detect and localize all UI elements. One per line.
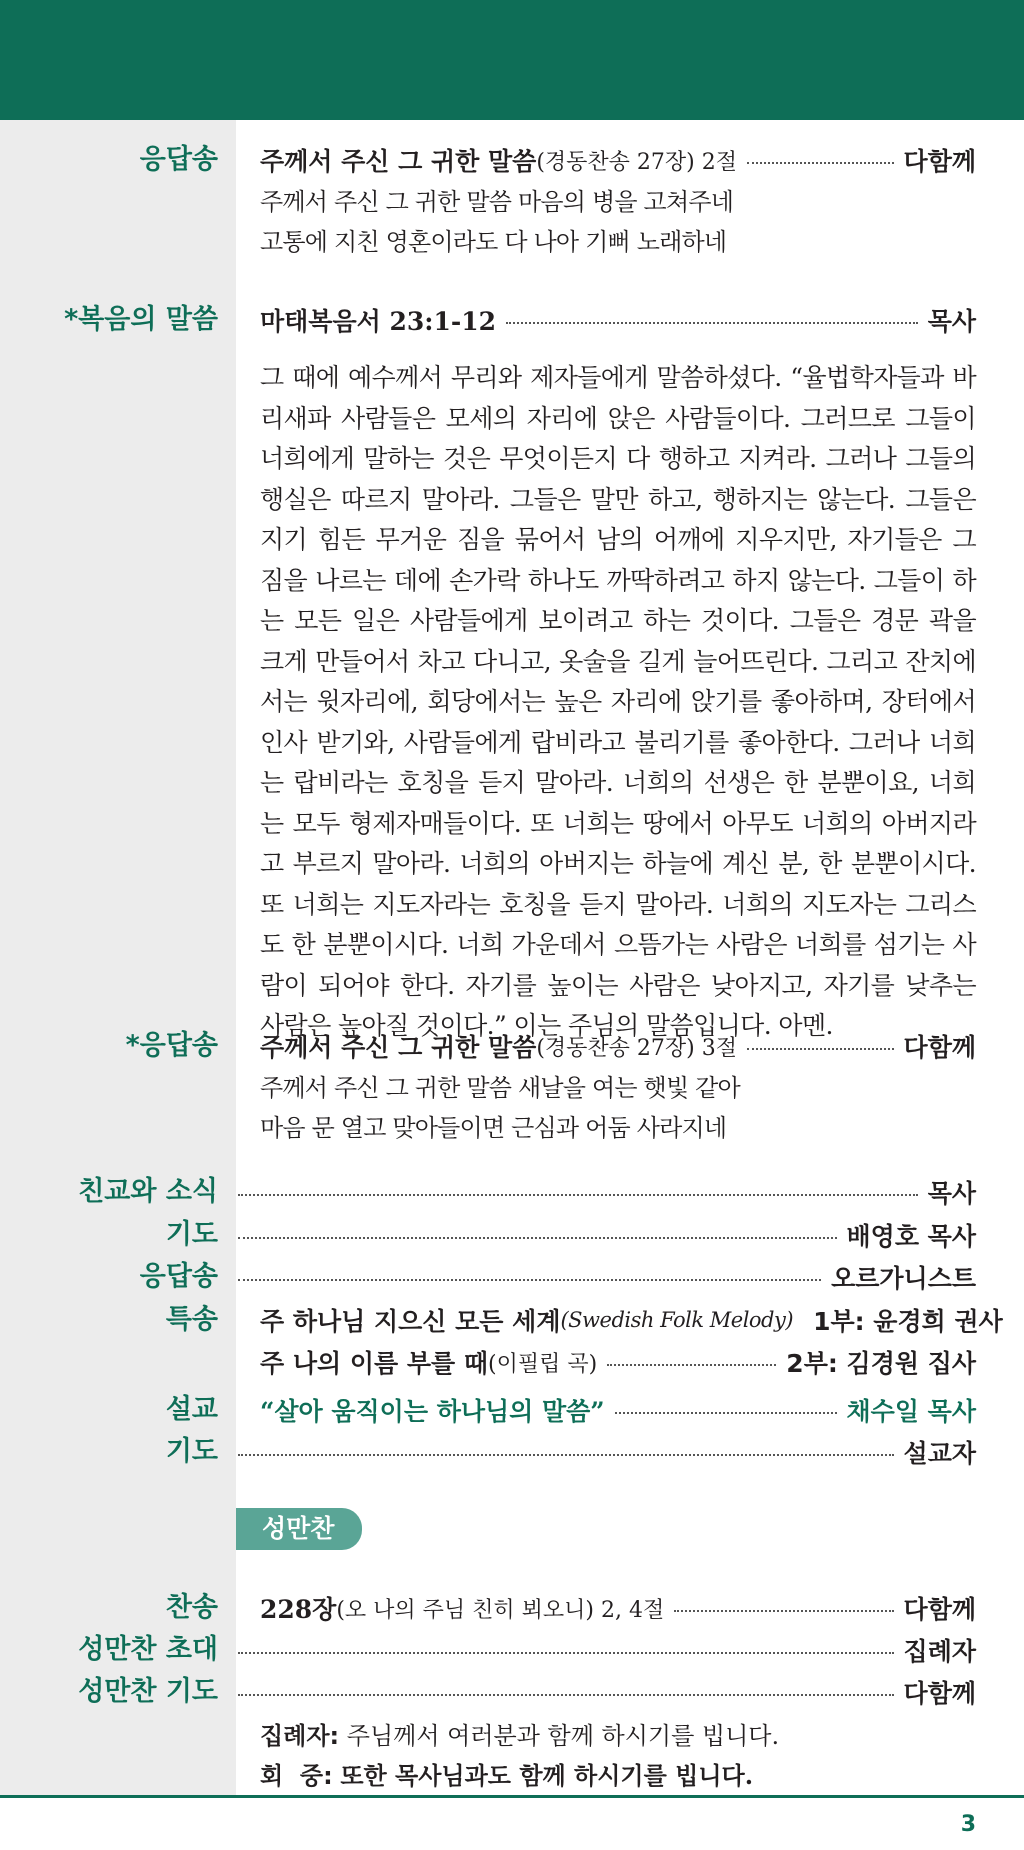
communion-prayer-row	[236, 1672, 976, 1712]
hymn1-lyric-1: 주께서 주신 그 귀한 말씀 마음의 병을 고쳐주네	[260, 188, 734, 216]
hymn1-ref: (경동찬송 27장) 2절	[536, 149, 737, 175]
dialog-speaker: 집례자:	[260, 1722, 340, 1750]
prayer1-label: 기도	[165, 1219, 218, 1250]
hymn2-ref: (경동찬송 27장) 3절	[536, 1035, 737, 1061]
leader-dots	[674, 1610, 893, 1612]
fellowship-row	[236, 1172, 976, 1212]
prayer1-row	[236, 1215, 976, 1255]
communion-invitation-who: 집례자	[903, 1637, 976, 1666]
hymn2-label: *응답송	[125, 1030, 218, 1061]
communion-hymn-row	[260, 1588, 976, 1628]
hymn2-title: 주께서 주신 그 귀한 말씀	[260, 1033, 537, 1062]
dialog-text: 또한 목사님과도 함께 하시기를 빕니다.	[340, 1761, 754, 1790]
hymn2-lyric-1: 주께서 주신 그 귀한 말씀 새날을 여는 햇빛 같아	[260, 1074, 740, 1102]
leader-dots	[615, 1412, 837, 1414]
special-song2-who: 2부: 김경원 집사	[786, 1349, 976, 1378]
leader-dots	[238, 1237, 837, 1239]
gospel-row	[260, 300, 976, 340]
special-song1-title: 주 하나님 지으신 모든 세계	[260, 1307, 561, 1336]
leader-dots	[747, 1048, 894, 1050]
special-song1-who: 1부: 윤경희 권사	[813, 1307, 1003, 1336]
leader-dots	[238, 1652, 894, 1654]
header-band	[0, 0, 1024, 120]
dialog-line-leader	[260, 1716, 976, 1756]
leader-dots	[238, 1454, 894, 1456]
hymn1-label: 응답송	[139, 144, 218, 175]
fellowship-who: 목사	[927, 1179, 976, 1208]
hymn1-title: 주께서 주신 그 귀한 말씀	[260, 147, 537, 176]
communion-hymn-ref: (오 나의 주님 친히 뵈오니) 2, 4절	[336, 1597, 665, 1623]
special-song2-title: 주 나의 이름 부를 때	[260, 1349, 489, 1378]
response-who: 오르가니스트	[831, 1264, 976, 1293]
communion-prayer-label: 성만찬 기도	[78, 1676, 218, 1707]
leader-dots	[238, 1194, 918, 1196]
communion-invitation-label: 성만찬 초대	[78, 1634, 218, 1665]
hymn1-who: 다함께	[903, 147, 976, 176]
special-song2-ref: (이필립 곡)	[488, 1351, 598, 1377]
gospel-label: *복음의 말씀	[64, 304, 218, 335]
hymn2-row	[260, 1026, 976, 1066]
hymn1-row	[260, 140, 976, 180]
communion-hymn-who: 다함께	[903, 1595, 976, 1624]
special-label: 특송	[165, 1304, 218, 1335]
communion-prayer-who: 다함께	[903, 1679, 976, 1708]
communion-hymn-label: 찬송	[165, 1592, 218, 1623]
prayer2-row	[236, 1432, 976, 1472]
gospel-scripture-text: 그 때에 예수께서 무리와 제자들에게 말씀하셨다. “율법학자들과 바리새파 사람들은 모세의 자리에 앉은 사람들이다. 그러므로 그들이 너희에게 말하는 것은 무엇이든지 다 행하고 지켜라. 그러나 그들의 행실은 따르지 말아라. 그들은 말만 하고, 행하지는 않는다. 그들은 지기 힘든 무거운 짐을 묶어서 남의 어깨에 지우지만, 자기들은 그 짐을 나르는 데에 손가락 하나도 까딱하려고 하지 않는다. 그들이 하는 모든 일은 사람들에게 보이려고 하는 것이다. 그들은 경문 곽을 크게 만들어서 차고 다니고, 옷술을 길게 늘어뜨린다. 그리고 잔치에서는 윗자리에, 회당에서는 높은 자리에 앉기를 좋아하며, 장터에서 인사 받기와, 사람들에게 랍비라고 불리기를 좋아한다. 그러나 너희는 랍비라는 호칭을 듣지 말아라. 너희의 선생은 한 분뿐이요, 너희는 모두 형제자매들이다. 또 너희는 땅에서 아무도 너희의 아버지라고 부르지 말아라. 너희의 아버지는 하늘에 계신 분, 한 분뿐이시다. 또 너희는 지도자라는 호칭을 듣지 말아라. 너희의 지도자는 그리스도 한 분뿐이시다. 너희 가운데서 으뜸가는 사람은 너희를 섬기는 사람이 되어야 한다. 자기를 높이는 사람은 낮아지고, 자기를 낮추는 사람은 높아질 것이다.” 이는 주님의 말씀입니다. 아멘.	[260, 363, 976, 1040]
sermon-label: 설교	[165, 1394, 218, 1425]
gospel-title: 마태복음서 23:1-12	[260, 307, 497, 336]
label-column-panel	[0, 120, 236, 1795]
response-row	[236, 1257, 976, 1297]
special-song2-row	[260, 1342, 976, 1382]
communion-section-title: 성만찬	[236, 1508, 362, 1550]
leader-dots	[238, 1279, 821, 1281]
special-song1-ref: (Swedish Folk Melody)	[560, 1308, 794, 1332]
response-label: 응답송	[139, 1261, 218, 1292]
dialog-line-congregation	[260, 1756, 976, 1796]
hymn2-who: 다함께	[903, 1033, 976, 1062]
special-song1-row	[260, 1300, 1003, 1340]
leader-dots	[747, 162, 894, 164]
fellowship-label: 친교와 소식	[78, 1176, 218, 1207]
sermon-row	[260, 1390, 976, 1430]
prayer2-who: 설교자	[903, 1439, 976, 1468]
footer-rule	[0, 1795, 1024, 1798]
dialog-text: 주님께서 여러분과 함께 하시기를 빕니다.	[346, 1722, 780, 1750]
leader-dots	[238, 1694, 894, 1696]
gospel-who: 목사	[927, 307, 976, 336]
hymn2-lyric-2: 마음 문 열고 맞아들이면 근심과 어둠 사라지네	[260, 1114, 727, 1142]
communion-invitation-row	[236, 1630, 976, 1670]
hymn1-lyric-2: 고통에 지친 영혼이라도 다 나아 기뻐 노래하네	[260, 228, 727, 256]
page-number: 3	[960, 1812, 976, 1837]
sermon-title: “살아 움직이는 하나님의 말씀”	[260, 1397, 605, 1426]
communion-hymn-title: 228장	[260, 1595, 337, 1624]
prayer2-label: 기도	[165, 1436, 218, 1467]
sermon-who: 채수일 목사	[846, 1397, 976, 1426]
leader-dots	[506, 322, 918, 324]
dialog-speaker: 회 중:	[260, 1762, 333, 1790]
prayer1-who: 배영호 목사	[846, 1222, 976, 1251]
leader-dots	[607, 1364, 776, 1366]
